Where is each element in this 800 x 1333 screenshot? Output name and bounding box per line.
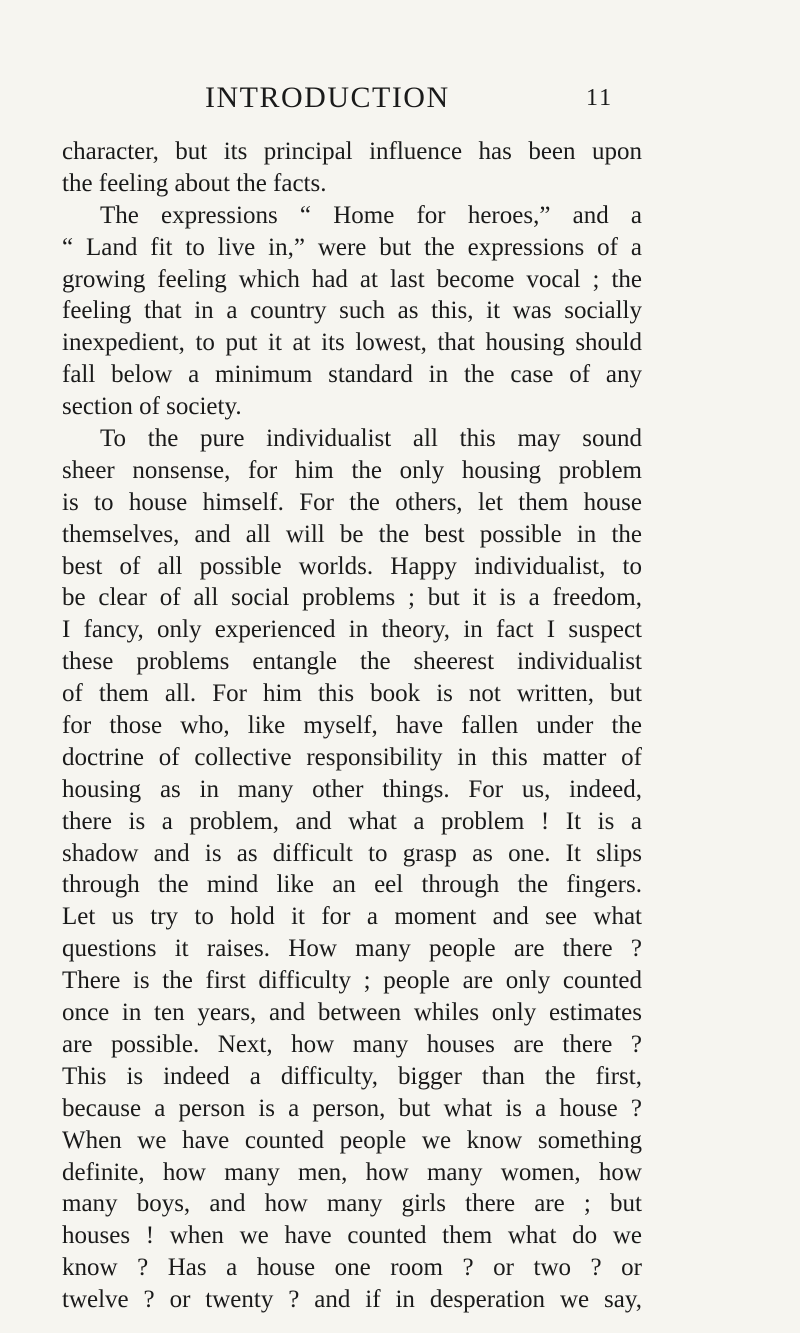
running-head [0, 78, 800, 118]
text-line: twelve ? or twenty ? and if in desperation we say, [62, 1286, 642, 1314]
text-line: section of society. [62, 393, 242, 421]
text-line: these problems entangle the sheerest individualist [62, 648, 642, 676]
text-line: the feeling about the facts. [62, 169, 327, 197]
text-line: character, but its principal influence has been upon [62, 138, 642, 165]
text-line: because a person is a person, but what is a house ? [62, 1094, 642, 1122]
text-line: shadow and is as difficult to grasp as one. It slips [62, 839, 642, 867]
text-line: of them all. For him this book is not written, but [62, 680, 642, 708]
text-line: This is indeed a difficulty, bigger than the first, [62, 1062, 642, 1090]
text-line: know ? Has a house one room ? or two ? or [62, 1254, 642, 1282]
text-line: for those who, like myself, have fallen under the [62, 712, 642, 740]
text-line: The expressions “ Home for heroes,” and a [100, 201, 642, 229]
text-line: many boys, and how many girls there are ; but [62, 1190, 642, 1218]
chapter-title: INTRODUCTION [205, 81, 450, 114]
text-line: once in ten years, and between whiles only estimates [62, 999, 642, 1027]
text-line: To the pure individualist all this may sound [100, 425, 642, 453]
text-line: sheer nonsense, for him the only housing problem [62, 456, 642, 484]
text-line: doctrine of collective responsibility in this matter of [62, 743, 642, 771]
text-line: houses ! when we have counted them what do we [62, 1222, 642, 1250]
text-line: there is a problem, and what a problem ! It is a [62, 807, 642, 835]
text-line: is to house himself. For the others, let them house [62, 488, 642, 516]
text-line: definite, how many men, how many women, how [62, 1158, 642, 1186]
text-line: I fancy, only experienced in theory, in fact I suspect [62, 616, 642, 644]
text-line: growing feeling which had at last become vocal ; the [62, 265, 642, 293]
text-line: fall below a minimum standard in the case of any [62, 361, 642, 389]
text-line: feeling that in a country such as this, it was socially [62, 297, 642, 325]
text-line: inexpedient, to put it at its lowest, that housing should [62, 329, 642, 357]
text-line: best of all possible worlds. Happy individualist, to [62, 552, 642, 580]
text-line: through the mind like an eel through the fingers. [62, 871, 642, 899]
text-line: There is the first difficulty ; people are only counted [62, 967, 642, 995]
text-line: themselves, and all will be the best possible in the [62, 520, 642, 548]
text-line: “ Land fit to live in,” were but the expressions of a [62, 233, 642, 261]
text-line: housing as in many other things. For us, indeed, [62, 775, 642, 803]
page-number: 11 [586, 85, 614, 111]
text-line: are possible. Next, how many houses are there ? [62, 1030, 642, 1058]
text-line: When we have counted people we know something [62, 1126, 642, 1154]
text-line: questions it raises. How many people are there ? [62, 935, 642, 963]
body-text [62, 136, 642, 1316]
text-line: Let us try to hold it for a moment and see what [62, 903, 642, 931]
text-line: be clear of all social problems ; but it is a freedom, [62, 584, 642, 612]
